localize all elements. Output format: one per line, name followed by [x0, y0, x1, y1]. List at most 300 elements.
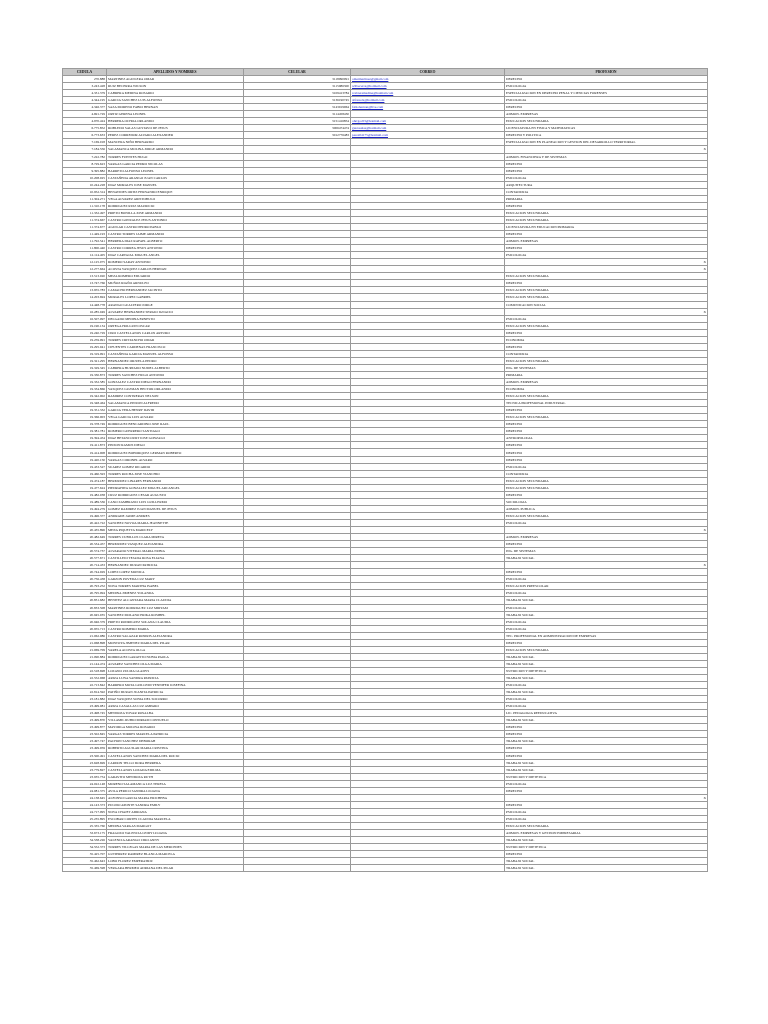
- profession-cell: TECNICA PROFESIONAL INDUSTRIAL: [505, 400, 708, 407]
- email-cell[interactable]: [351, 195, 505, 202]
- phone-cell: [244, 865, 351, 872]
- email-cell[interactable]: [351, 470, 505, 477]
- email-cell[interactable]: [351, 576, 505, 583]
- email-cell[interactable]: [351, 822, 505, 829]
- cedula-cell: 20.795.994: [63, 590, 107, 597]
- cedula-cell: 270.888: [63, 76, 107, 83]
- email-cell[interactable]: [351, 611, 505, 618]
- cedula-cell: 19.366.903: [63, 414, 107, 421]
- email-cell[interactable]: [351, 590, 505, 597]
- email-cell[interactable]: [351, 534, 505, 541]
- email-cell[interactable]: [351, 435, 505, 442]
- email-cell[interactable]: [351, 660, 505, 667]
- email-cell[interactable]: [351, 498, 505, 505]
- cedula-cell: 19.259.991: [63, 336, 107, 343]
- email-cell[interactable]: [351, 766, 505, 773]
- email-cell[interactable]: [351, 421, 505, 428]
- profession-cell: PSICOLOGIA: [505, 780, 708, 787]
- phone-cell: [244, 414, 351, 421]
- email-cell[interactable]: [351, 414, 505, 421]
- cedula-cell: 19.351.332: [63, 407, 107, 414]
- email-cell[interactable]: [351, 350, 505, 357]
- phone-cell: [244, 435, 351, 442]
- table-row: [63, 421, 708, 428]
- email-cell[interactable]: omarmartinez@gmail.com: [351, 76, 505, 83]
- table-row: [63, 717, 708, 724]
- profession-cell: EDUCACION SECUNDARIA: [505, 414, 708, 421]
- email-cell[interactable]: [351, 231, 505, 238]
- email-cell[interactable]: perez04175@hotmail.com: [351, 132, 505, 139]
- email-cell[interactable]: [351, 491, 505, 498]
- name-cell: MEZA ROMERO EDUARDO: [107, 273, 244, 280]
- email-cell[interactable]: [351, 858, 505, 865]
- cedula-cell: 16.507.097: [63, 315, 107, 322]
- table-row: [63, 400, 708, 407]
- email-cell[interactable]: fabiohernan@live.com: [351, 104, 505, 111]
- email-cell[interactable]: [351, 343, 505, 350]
- table-row: [63, 653, 708, 660]
- email-cell[interactable]: [351, 160, 505, 167]
- phone-cell: [244, 548, 351, 555]
- email-cell[interactable]: [351, 738, 505, 745]
- email-cell[interactable]: [351, 111, 505, 118]
- phone-cell: [244, 259, 351, 266]
- table-row: [63, 442, 708, 449]
- email-cell[interactable]: [351, 752, 505, 759]
- table-row: [63, 174, 708, 181]
- email-cell[interactable]: [351, 837, 505, 844]
- profession-cell: TRABAJO SOCIAL: [505, 653, 708, 660]
- email-cell[interactable]: [351, 336, 505, 343]
- cedula-cell: 20.945.035: [63, 611, 107, 618]
- email-cell[interactable]: [351, 512, 505, 519]
- name-cell: CRUZ RODRIGUEZ CESAR AUGUSTO: [107, 491, 244, 498]
- profession-cell: DERECHO: [505, 752, 708, 759]
- email-cell[interactable]: [351, 625, 505, 632]
- cedula-cell: 21.090.884: [63, 653, 107, 660]
- name-cell: TORRES SANCHEZ HUGO ANTONIO: [107, 371, 244, 378]
- cedula-cell: 19.477.624: [63, 484, 107, 491]
- table-row: [63, 484, 708, 491]
- profession-cell: DERECHO: [505, 801, 708, 808]
- email-cell[interactable]: [351, 844, 505, 851]
- email-cell[interactable]: [351, 780, 505, 787]
- email-cell[interactable]: [351, 830, 505, 837]
- phone-cell: [244, 759, 351, 766]
- email-cell[interactable]: [351, 223, 505, 230]
- email-cell[interactable]: [351, 202, 505, 209]
- email-cell[interactable]: [351, 153, 505, 160]
- table-row: [63, 393, 708, 400]
- phone-cell: [244, 632, 351, 639]
- header-cedula: CEDULA: [63, 69, 107, 76]
- profession-cell: DERECHO: [505, 428, 708, 435]
- email-cell[interactable]: [351, 548, 505, 555]
- row-mark: X: [703, 260, 706, 265]
- table-row: [63, 639, 708, 646]
- email-cell[interactable]: [351, 266, 505, 273]
- email-cell[interactable]: [351, 139, 505, 146]
- name-cell: VEGA ALVAREZ ARISTOBULO: [107, 195, 244, 202]
- profession-cell: PSICOLOGIA: [505, 625, 708, 632]
- email-cell[interactable]: [351, 724, 505, 731]
- name-cell: GOMEZ RAMIREZ JUAN MANUEL DE JESUS: [107, 505, 244, 512]
- email-cell[interactable]: [351, 808, 505, 815]
- name-cell: PIEDRAHITA GONZALEZ MIGUEL ARCANGEL: [107, 484, 244, 491]
- table-row: [63, 428, 708, 435]
- name-cell: LOZANO ZULMA GLADYS: [107, 667, 244, 674]
- cedula-cell: 23.935.754: [63, 773, 107, 780]
- email-cell[interactable]: [351, 245, 505, 252]
- row-mark: X: [703, 309, 706, 314]
- profession-cell: DERECHO: [505, 231, 708, 238]
- cedula-cell: 11.332.497: [63, 209, 107, 216]
- email-cell[interactable]: [351, 696, 505, 703]
- cedula-cell: 19.496.377: [63, 512, 107, 519]
- email-cell[interactable]: [351, 379, 505, 386]
- phone-cell: [244, 167, 351, 174]
- email-cell[interactable]: [351, 851, 505, 858]
- phone-cell: [244, 273, 351, 280]
- table-row: [63, 822, 708, 829]
- name-cell: PRIETO BONILLA JOSE ARMANDO: [107, 209, 244, 216]
- profession-cell: PSICOLOGIA: [505, 519, 708, 526]
- email-cell[interactable]: [351, 787, 505, 794]
- email-cell[interactable]: [351, 541, 505, 548]
- phone-cell: [244, 703, 351, 710]
- email-cell[interactable]: [351, 463, 505, 470]
- name-cell: CASTILLEJO TEJADA ROSA ELIANA: [107, 555, 244, 562]
- table-row: [63, 287, 708, 294]
- profession-cell: PSICOLOGIA: [505, 815, 708, 822]
- phone-cell: [244, 773, 351, 780]
- email-cell[interactable]: [351, 815, 505, 822]
- email-cell[interactable]: [351, 442, 505, 449]
- profession-cell: DERECHO: [505, 851, 708, 858]
- phone-cell: [244, 682, 351, 689]
- profession-cell: ADMON. EMPRESAS: [505, 379, 708, 386]
- cedula-cell: 35.462.643: [63, 858, 107, 865]
- name-cell: MAYORGA MOLINA ROSARIO: [107, 724, 244, 731]
- profession-cell: EDUCACION SECUNDARIA: [505, 118, 708, 125]
- table-row: [63, 773, 708, 780]
- table-row: [63, 477, 708, 484]
- email-cell[interactable]: [351, 371, 505, 378]
- name-cell: CABRERA MEDINA ROSARIO: [107, 90, 244, 97]
- name-cell: BERMUDEZ LINARES FERNANDO: [107, 477, 244, 484]
- email-cell[interactable]: rcabreramedina@hotmail.com: [351, 90, 505, 97]
- email-cell[interactable]: [351, 597, 505, 604]
- cedula-cell: 22.518.698: [63, 667, 107, 674]
- name-cell: DIAZ CARVAJAL MIGUEL ANGEL: [107, 252, 244, 259]
- name-cell: BARRETO ALFONSO LEONEL: [107, 167, 244, 174]
- email-cell[interactable]: [351, 477, 505, 484]
- email-cell[interactable]: [351, 667, 505, 674]
- cedula-cell: 12.125.075: [63, 259, 107, 266]
- email-cell[interactable]: [351, 294, 505, 301]
- profession-cell: DERECHO: [505, 202, 708, 209]
- profession-cell: EDUCACION SECUNDARIA: [505, 484, 708, 491]
- email-cell[interactable]: [351, 562, 505, 569]
- cedula-cell: 22.713.842: [63, 682, 107, 689]
- table-row: [63, 689, 708, 696]
- table-row: [63, 238, 708, 245]
- email-cell[interactable]: [351, 865, 505, 872]
- cedula-cell: 19.295.941: [63, 343, 107, 350]
- email-cell[interactable]: [351, 682, 505, 689]
- email-cell[interactable]: [351, 773, 505, 780]
- table-row: [63, 844, 708, 851]
- profession-cell: DERECHO: [505, 724, 708, 731]
- profession-cell: PSICOLOGIA: [505, 696, 708, 703]
- phone-cell: [244, 597, 351, 604]
- name-cell: GARCIA VERA HENRY DAVID: [107, 407, 244, 414]
- profession-cell: EDUCACION SECUNDARIA: [505, 357, 708, 364]
- cedula-cell: 6.773.633: [63, 132, 107, 139]
- phone-cell: [244, 428, 351, 435]
- profession-cell: ARQUITECTURA: [505, 181, 708, 188]
- email-cell[interactable]: [351, 449, 505, 456]
- phone-cell: [244, 484, 351, 491]
- phone-cell: [244, 576, 351, 583]
- email-cell[interactable]: [351, 639, 505, 646]
- email-cell[interactable]: [351, 174, 505, 181]
- name-cell: BERMUDEZ VASQUEZ ALEJANDRA: [107, 541, 244, 548]
- cedula-cell: 3.243.428: [63, 83, 107, 90]
- phone-cell: [244, 498, 351, 505]
- cedula-cell: 19.420.150: [63, 456, 107, 463]
- email-cell[interactable]: [351, 801, 505, 808]
- email-cell[interactable]: [351, 167, 505, 174]
- cedula-cell: 8.729.623: [63, 160, 107, 167]
- email-cell[interactable]: [351, 745, 505, 752]
- name-cell: MORALES LOPEZ GABRIEL: [107, 294, 244, 301]
- phone-cell: [244, 202, 351, 209]
- name-cell: MARTINEZ AGUILERA OMAR: [107, 76, 244, 83]
- email-cell[interactable]: [351, 731, 505, 738]
- name-cell: DIAZ BETANCOURT JOSE GONZALO: [107, 435, 244, 442]
- name-cell: TORRES ROCHA JOSE VIANCHIO: [107, 470, 244, 477]
- table-row: [63, 301, 708, 308]
- email-cell[interactable]: [351, 329, 505, 336]
- table-row: [63, 407, 708, 414]
- email-cell[interactable]: [351, 646, 505, 653]
- profession-cell: PSICOLOGIA: [505, 252, 708, 259]
- phone-cell: [244, 301, 351, 308]
- cedula-cell: 20.574.737: [63, 548, 107, 555]
- name-cell: HERNANDEZ ORJUELA PEDRO: [107, 357, 244, 364]
- email-cell[interactable]: [351, 273, 505, 280]
- table-row: [63, 343, 708, 350]
- profession-cell: PSICOLOGIA: [505, 618, 708, 625]
- email-cell[interactable]: [351, 555, 505, 562]
- name-cell: VARGAS GARCIA PEDRO NICOLAS: [107, 160, 244, 167]
- name-cell: MEDINA VARGAS MARGOT: [107, 822, 244, 829]
- cedula-cell: 20.833.508: [63, 604, 107, 611]
- profession-cell: CONTADURIA: [505, 470, 708, 477]
- email-cell[interactable]: [351, 604, 505, 611]
- table-row: [63, 674, 708, 681]
- email-cell[interactable]: [351, 209, 505, 216]
- profession-cell: PRIMARIA: [505, 371, 708, 378]
- email-cell[interactable]: [351, 357, 505, 364]
- profession-cell: [505, 794, 708, 801]
- cedula-cell: 19.342.902: [63, 393, 107, 400]
- phone-cell: [244, 653, 351, 660]
- email-cell[interactable]: [351, 527, 505, 534]
- email-cell[interactable]: [351, 689, 505, 696]
- name-cell: MONTOYA JIMENEZ MARIA DEL PILAR: [107, 639, 244, 646]
- cedula-cell: 20.793.252: [63, 583, 107, 590]
- profession-cell: ADMON. EMPRESAS: [505, 238, 708, 245]
- phone-cell: [244, 442, 351, 449]
- table-row: [63, 266, 708, 273]
- email-cell[interactable]: [351, 280, 505, 287]
- profession-cell: EDUCACION SECUNDARIA: [505, 216, 708, 223]
- phone-cell: [244, 858, 351, 865]
- profession-cell: NUTRICION Y DIETETICA: [505, 773, 708, 780]
- cedula-cell: 20.831.682: [63, 597, 107, 604]
- email-cell[interactable]: [351, 238, 505, 245]
- email-cell[interactable]: [351, 569, 505, 576]
- email-cell[interactable]: [351, 146, 505, 153]
- phone-cell: [244, 625, 351, 632]
- email-cell[interactable]: [351, 322, 505, 329]
- email-cell[interactable]: [351, 674, 505, 681]
- phone-cell: [244, 541, 351, 548]
- phone-cell: [244, 505, 351, 512]
- email-cell[interactable]: [351, 583, 505, 590]
- table-row: [63, 216, 708, 223]
- name-cell: CASTAÑEDA ARANGO JUAN CARLOS: [107, 174, 244, 181]
- profession-cell: SOCIOLOGIA: [505, 498, 708, 505]
- email-cell[interactable]: [351, 301, 505, 308]
- email-cell[interactable]: [351, 653, 505, 660]
- email-cell[interactable]: [351, 710, 505, 717]
- profession-cell: EDUCACION SECUNDARIA: [505, 822, 708, 829]
- email-cell[interactable]: [351, 632, 505, 639]
- phone-cell: [244, 519, 351, 526]
- phone-cell: [244, 674, 351, 681]
- profession-cell: COMUNICACION SOCIAL: [505, 301, 708, 308]
- phone-cell: [244, 590, 351, 597]
- name-cell: ORTIZ GERENA LEONEL: [107, 111, 244, 118]
- table-row: [63, 667, 708, 674]
- profession-cell: DERECHO: [505, 449, 708, 456]
- table-row: [63, 724, 708, 731]
- profession-cell: DERECHO: [505, 569, 708, 576]
- email-cell[interactable]: [351, 364, 505, 371]
- email-cell[interactable]: gusrosalas@hotmail.com: [351, 125, 505, 132]
- email-cell[interactable]: [351, 287, 505, 294]
- name-cell: MUÑOZ RIAÑO ARNULFO: [107, 280, 244, 287]
- header-celular: CELULAR: [244, 69, 351, 76]
- name-cell: CAMACHO HERNANDEZ JACINTO: [107, 287, 244, 294]
- email-cell[interactable]: [351, 428, 505, 435]
- people-table: [62, 68, 708, 872]
- email-cell[interactable]: wilbecerra@hotmail.com: [351, 83, 505, 90]
- email-cell[interactable]: [351, 386, 505, 393]
- email-cell[interactable]: [351, 216, 505, 223]
- email-cell[interactable]: [351, 484, 505, 491]
- email-cell[interactable]: [351, 259, 505, 266]
- table-row: [63, 491, 708, 498]
- phone-cell: [244, 308, 351, 315]
- cedula-cell: 9.395.882: [63, 167, 107, 174]
- cedula-cell: 23.628.699: [63, 759, 107, 766]
- table-row: [63, 160, 708, 167]
- cedula-cell: 11.449.193: [63, 231, 107, 238]
- profession-cell: PSICOLOGIA: [505, 83, 708, 90]
- cedula-cell: 24.143.373: [63, 801, 107, 808]
- email-cell[interactable]: [351, 393, 505, 400]
- email-cell[interactable]: [351, 181, 505, 188]
- profession-cell: [505, 266, 708, 273]
- name-cell: MEJIA PIQUETTA MARICELY: [107, 527, 244, 534]
- email-cell[interactable]: [351, 794, 505, 801]
- profession-cell: EDUCACION PREESCOLAR: [505, 583, 708, 590]
- table-row: [63, 350, 708, 357]
- phone-cell: [244, 153, 351, 160]
- table-row: [63, 625, 708, 632]
- cedula-cell: 19.240.729: [63, 329, 107, 336]
- header-correo: CORREO: [351, 69, 505, 76]
- email-cell[interactable]: [351, 315, 505, 322]
- email-cell[interactable]: [351, 618, 505, 625]
- name-cell: RODRIGUEZ BOHORQUEZ GERMAN ROBERTO: [107, 449, 244, 456]
- cedula-cell: 10.244.228: [63, 181, 107, 188]
- email-cell[interactable]: ohrrgoc03@hotmail.com: [351, 118, 505, 125]
- cedula-cell: 19.433.527: [63, 463, 107, 470]
- phone-cell: 3006474474: [244, 125, 351, 132]
- profession-cell: [505, 562, 708, 569]
- email-cell[interactable]: [351, 703, 505, 710]
- name-cell: BENITEZ ALCANTARA MARIA CLAUDIA: [107, 597, 244, 604]
- email-cell[interactable]: [351, 519, 505, 526]
- profession-cell: CONTADURIA: [505, 188, 708, 195]
- table-row: [63, 815, 708, 822]
- profession-cell: NUTRICION Y DIETETICA: [505, 667, 708, 674]
- profession-cell: DERECHO: [505, 421, 708, 428]
- header-apellidos-nombres: APELLIDOS Y NOMBRES: [107, 69, 244, 76]
- email-cell[interactable]: [351, 505, 505, 512]
- email-cell[interactable]: [351, 717, 505, 724]
- email-cell[interactable]: [351, 400, 505, 407]
- email-cell[interactable]: [351, 759, 505, 766]
- name-cell: AVILA PERICO SANDRA LILIANA: [107, 787, 244, 794]
- profession-cell: DERECHO: [505, 541, 708, 548]
- email-cell[interactable]: [351, 188, 505, 195]
- profession-cell: EDUCACION SECUNDARIA: [505, 322, 708, 329]
- name-cell: CABRERA HURTADO NUMEL ALBERTO: [107, 364, 244, 371]
- name-cell: SUAREZ GOMEZ RICARDO: [107, 463, 244, 470]
- phone-cell: 3109413784: [244, 90, 351, 97]
- email-cell[interactable]: [351, 407, 505, 414]
- table-row: [63, 104, 708, 111]
- email-cell[interactable]: [351, 308, 505, 315]
- phone-cell: [244, 245, 351, 252]
- profession-cell: TRABAJO SOCIAL: [505, 837, 708, 844]
- email-cell[interactable]: [351, 252, 505, 259]
- profession-cell: PSICOLOGIA: [505, 174, 708, 181]
- email-cell[interactable]: [351, 456, 505, 463]
- profession-cell: TRABAJO SOCIAL: [505, 759, 708, 766]
- email-cell[interactable]: alfonsols@hotmail.com: [351, 97, 505, 104]
- name-cell: BENAVIDES ORTIZ FERNANDO ENRIQUE: [107, 188, 244, 195]
- table-row: [63, 181, 708, 188]
- cedula-cell: 23.498.745: [63, 710, 107, 717]
- profession-cell: ADMON. PUBLICA: [505, 505, 708, 512]
